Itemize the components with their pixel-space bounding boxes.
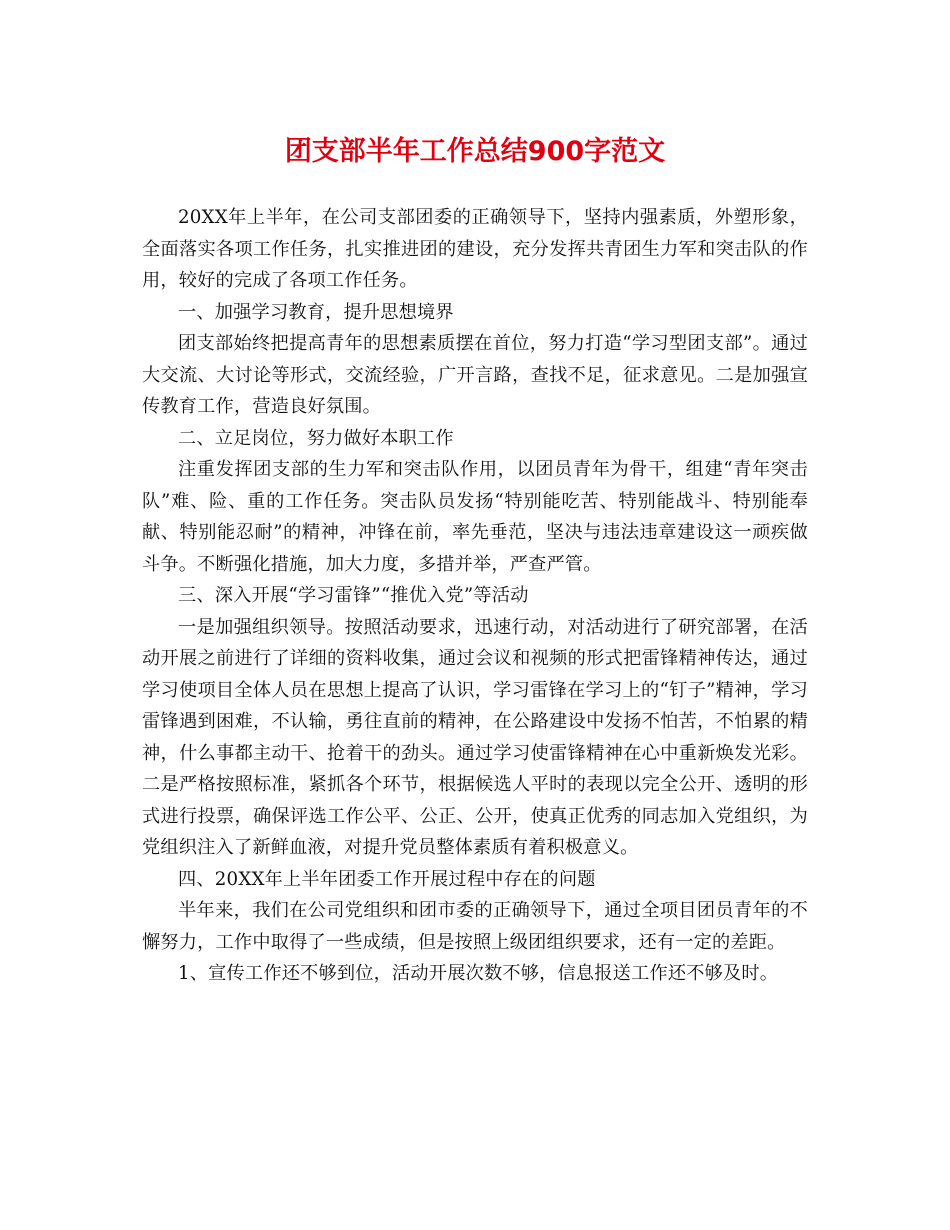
section-paragraph-4: 半年来，我们在公司党组织和团市委的正确领导下，通过全项目团员青年的不懈努力，工作中取得了一些成绩，但是按照上级团组织要求，还有一定的差距。: [142, 900, 808, 953]
issue-item-1: 1、宣传工作还不够到位，活动开展次数不够，信息报送工作还不够及时。: [178, 963, 779, 984]
section-heading-1: 一、加强学习教育，提升思想境界: [178, 301, 454, 323]
section-paragraph-2: 注重发挥团支部的生力军和突击队作用，以团员青年为骨干，组建“青年突击队”难、险、重的工作任务。突击队员发扬“特别能吃苦、特别能战斗、特别能奉献、特别能忍耐”的精神，冲锋在前，率先垂范，坚决与违法违章建设这一顽疾做斗争。不断强化措施，加大力度，多措并举，严查严管。: [142, 459, 808, 575]
section-paragraph-1: 团支部始终把提高青年的思想素质摆在首位，努力打造“学习型团支部”。通过大交流、大讨论等形式，交流经验，广开言路，查找不足，征求意见。二是加强宣传教育工作，营造良好氛围。: [142, 333, 808, 417]
section-paragraph-3: 一是加强组织领导。按照活动要求，迅速行动，对活动进行了研究部署，在活动开展之前进行了详细的资料收集，通过会议和视频的形式把雷锋精神传达，通过学习使项目全体人员在思想上提高了认识，学习雷锋在学习上的“钉子”精神，学习雷锋遇到困难，不认输，勇往直前的精神，在公路建设中发扬不怕苦，不怕累的精神，什么事都主动干、抢着干的劲头。通过学习使雷锋精神在心中重新焕发光彩。二是严格按照标准，紧抓各个环节，根据候选人平时的表现以完全公开、透明的形式进行投票，确保评选工作公平、公正、公开，使真正优秀的同志加入党组织，为党组织注入了新鲜血液，对提升党员整体素质有着积极意义。: [142, 616, 808, 858]
section-heading-3: 三、深入开展“学习雷锋”“推优入党”等活动: [178, 585, 529, 606]
document-title: 团支部半年工作总结900字范文: [284, 136, 666, 167]
intro-paragraph: 20XX年上半年，在公司支部团委的正确领导下，坚持内强素质，外塑形象，全面落实各项工作任务，扎实推进团的建设，充分发挥共青团生力军和突击队的作用，较好的完成了各项工作任务。: [142, 207, 808, 291]
document-body: [142, 202, 808, 990]
section-heading-2: 二、立足岗位，努力做好本职工作: [178, 427, 454, 449]
section-heading-4: 四、20XX年上半年团委工作开展过程中存在的问题: [178, 868, 596, 890]
